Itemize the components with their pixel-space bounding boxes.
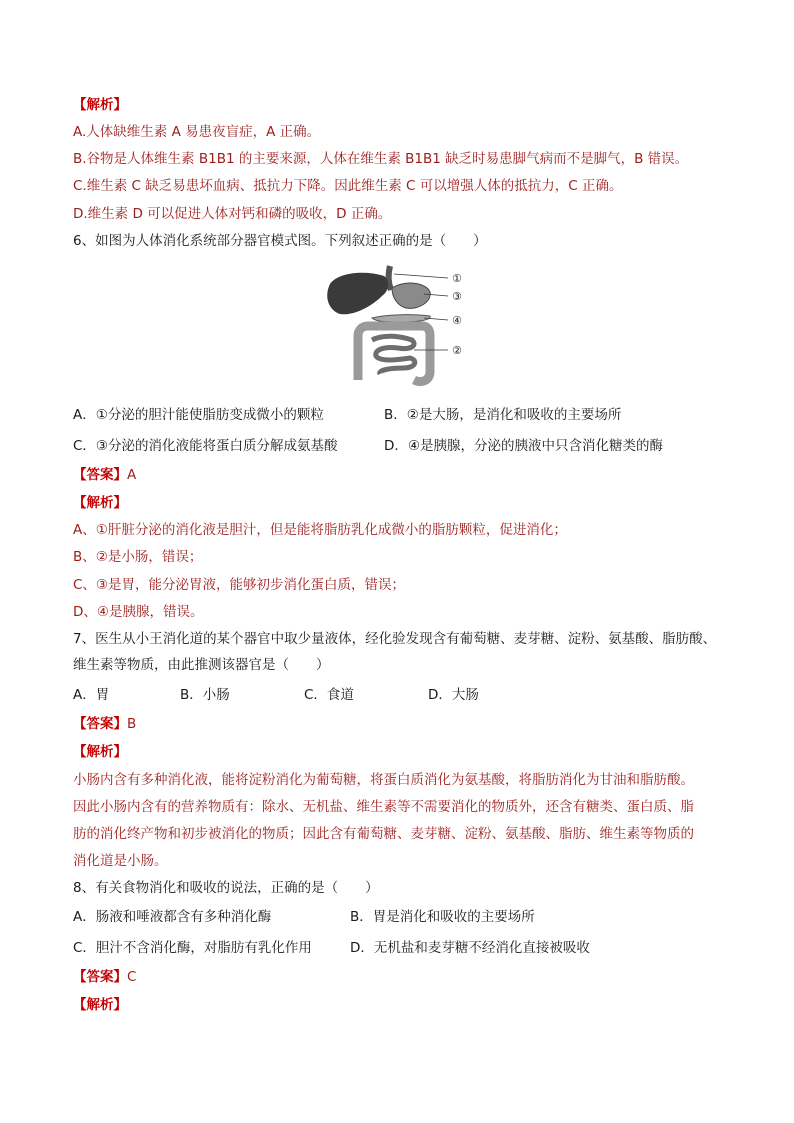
analysis-line: B、②是小肠，错误；: [73, 549, 203, 565]
analysis-line: 消化道是小肠。: [73, 853, 168, 869]
question-6-option-b: B．②是大肠，是消化和吸收的主要场所: [384, 407, 622, 423]
question-6-option-d: D．④是胰腺，分泌的胰液中只含消化糖类的酶: [384, 438, 663, 454]
question-7-option-b: B．小肠: [180, 687, 230, 703]
question-8-option-d: D．无机盐和麦芽糖不经消化直接被吸收: [350, 940, 590, 956]
figure-label-2: ②: [452, 344, 462, 357]
analysis-line: D.维生素 D 可以促进人体对钙和磷的吸收，D 正确。: [73, 206, 392, 222]
question-8-option-a: A．肠液和唾液都含有多种消化酶: [73, 909, 272, 925]
question-6-answer: [73, 466, 136, 484]
figure-label-4: ④: [452, 314, 462, 327]
analysis-line: C、③是胃，能分泌胃液，能够初步消化蛋白质，错误；: [73, 577, 406, 593]
answer-value: C: [127, 969, 137, 985]
question-6-stem: 6、如图为人体消化系统部分器官模式图。下列叙述正确的是（ ）: [73, 233, 487, 249]
analysis-heading: 【解析】: [73, 495, 127, 511]
figure-label-1: ①: [452, 272, 462, 285]
figure-label-3: ③: [452, 290, 462, 303]
analysis-line: D、④是胰腺，错误。: [73, 604, 204, 620]
analysis-heading: 【解析】: [73, 744, 127, 760]
analysis-line: 肪的消化终产物和初步被消化的物质；因此含有葡萄糖、麦芽糖、淀粉、氨基酸、脂肪、维生素等物质的: [73, 826, 694, 842]
question-7-option-d: D．大肠: [428, 687, 479, 703]
esophagus-shape: [389, 266, 391, 290]
answer-tag: 【答案】: [73, 716, 127, 732]
question-8-option-c: C．胆汁不含消化酶，对脂肪有乳化作用: [73, 940, 312, 956]
analysis-line: 因此小肠内含有的营养物质有：除水、无机盐、维生素等不需要消化的物质外，还含有糖类、蛋白质、脂: [73, 799, 694, 815]
analysis-heading: 【解析】: [73, 997, 127, 1013]
question-7-stem: 7、医生从小王消化道的某个器官中取少量液体，经化验发现含有葡萄糖、麦芽糖、淀粉、氨基酸、脂肪酸、: [73, 631, 717, 647]
question-6-option-c: C．③分泌的消化液能将蛋白质分解成氨基酸: [73, 438, 338, 454]
question-7-option-a: A．胃: [73, 687, 110, 703]
analysis-line: 小肠内含有多种消化液，能将淀粉消化为葡萄糖，将蛋白质消化为氨基酸，将脂肪消化为甘油和脂肪酸。: [73, 772, 694, 788]
analysis-line: A、①肝脏分泌的消化液是胆汁，但是能将脂肪乳化成微小的脂肪颗粒，促进消化；: [73, 522, 567, 538]
question-7-option-c: C．食道: [304, 687, 354, 703]
analysis-line: C.维生素 C 缺乏易患坏血病、抵抗力下降。因此维生素 C 可以增强人体的抵抗力，C 正确。: [73, 178, 623, 194]
digestive-system-figure: [318, 262, 478, 394]
answer-tag: 【答案】: [73, 969, 127, 985]
analysis-line: B.谷物是人体维生素 B1B1 的主要来源，人体在维生素 B1B1 缺乏时易患脚气病而不是脚气，B 错误。: [73, 151, 689, 167]
answer-tag: 【答案】: [73, 467, 127, 483]
question-8-stem: 8、有关食物消化和吸收的说法，正确的是（ ）: [73, 880, 379, 896]
question-8-option-b: B．胃是消化和吸收的主要场所: [350, 909, 535, 925]
analysis-heading: 【解析】: [73, 97, 127, 113]
question-7-stem: 维生素等物质，由此推测该器官是（ ）: [73, 657, 330, 673]
question-8-answer: [73, 968, 136, 986]
answer-value: B: [127, 716, 137, 732]
question-6-option-a: A．①分泌的胆汁能使脂肪变成微小的颗粒: [73, 407, 324, 423]
answer-value: A: [127, 467, 137, 483]
question-7-answer: [73, 715, 136, 733]
analysis-line: A.人体缺维生素 A 易患夜盲症，A 正确。: [73, 124, 321, 140]
